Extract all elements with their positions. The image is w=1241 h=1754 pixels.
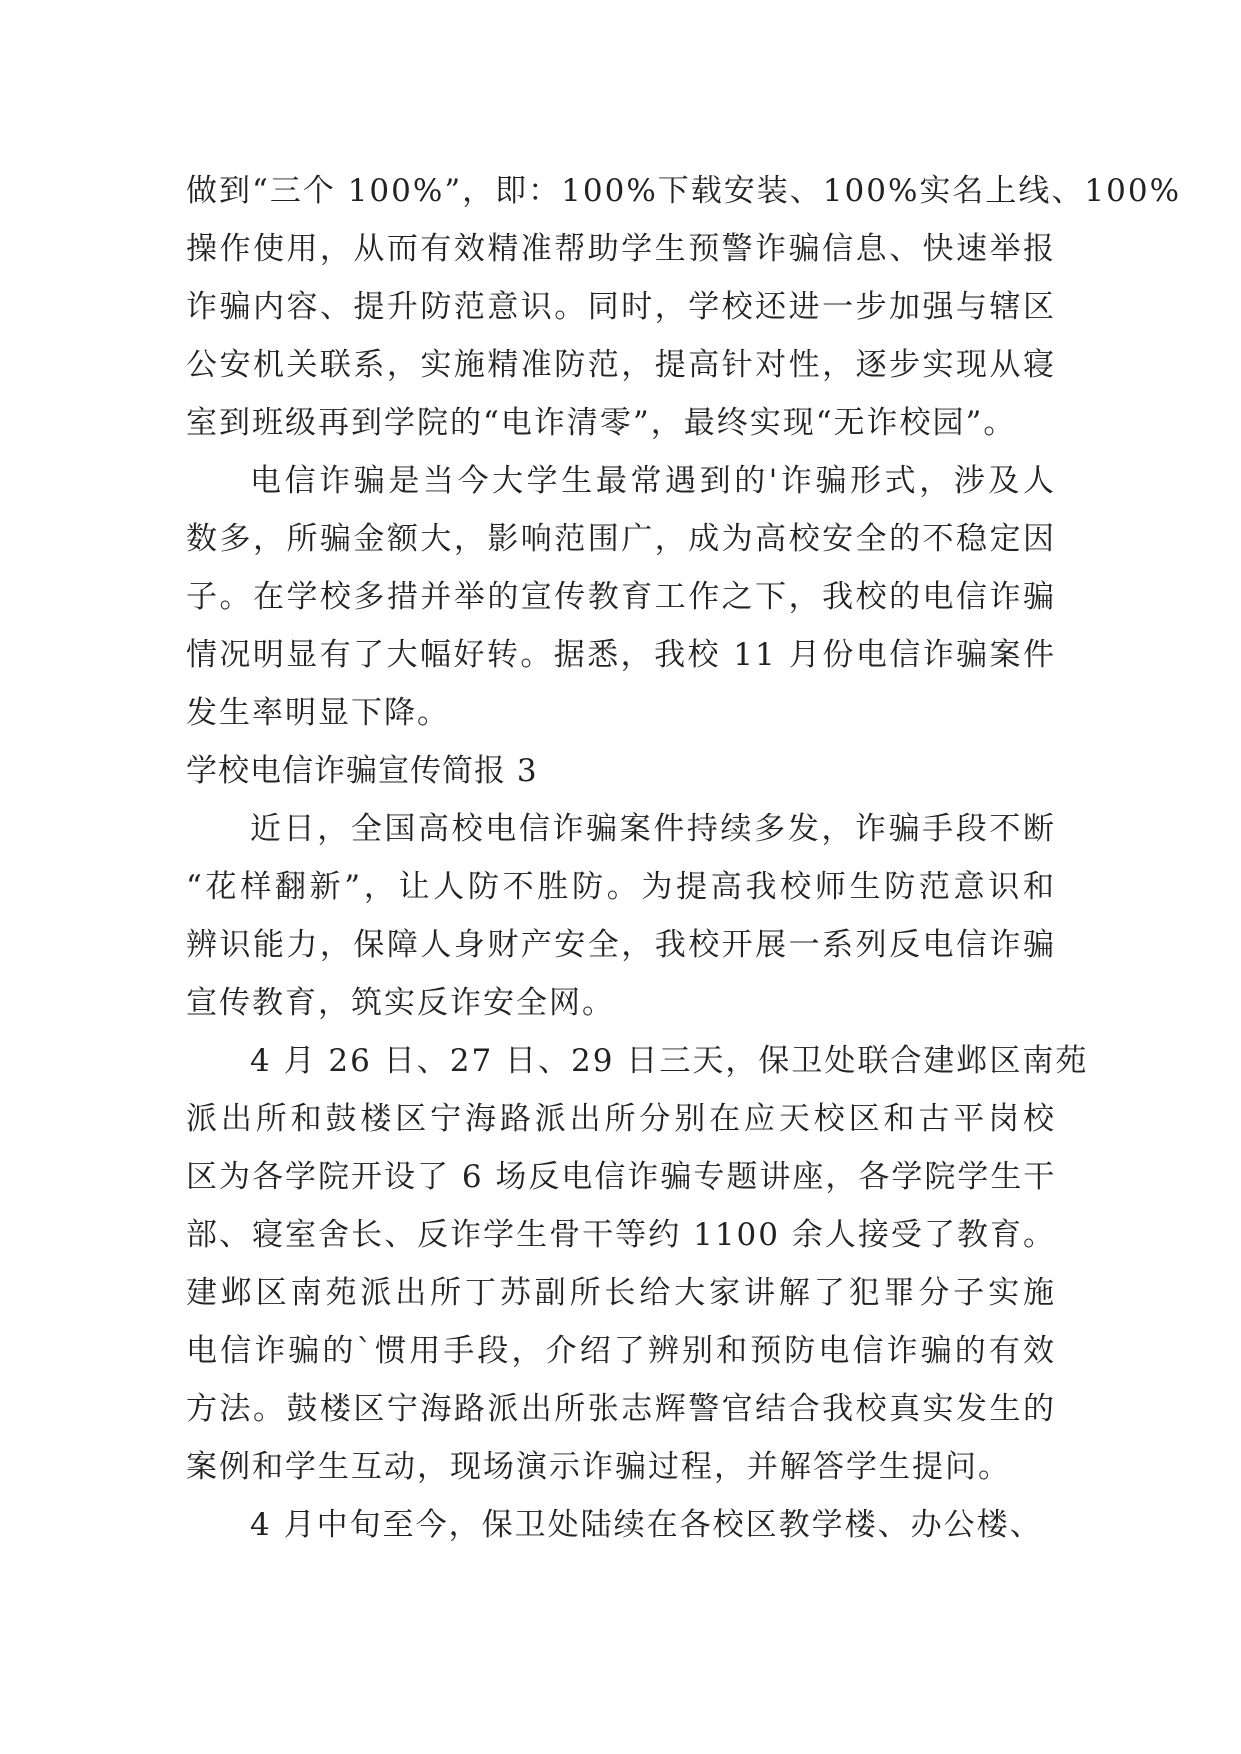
p3-line-3: 辨识能力，保障人身财产安全，我校开展一系列反电信诈骗 xyxy=(186,927,1056,963)
p2-line-3: 子。在学校多措并举的宣传教育工作之下，我校的电信诈骗 xyxy=(186,579,1056,615)
p2-line-4: 情况明显有了大幅好转。据悉，我校 11 月份电信诈骗案件 xyxy=(186,637,1056,673)
section-heading: 学校电信诈骗宣传简报 3 xyxy=(186,753,538,789)
p4-line-4: 部、寝室舍长、反诈学生骨干等约 1100 余人接受了教育。 xyxy=(186,1217,1056,1253)
p4-line-5: 建邺区南苑派出所丁苏副所长给大家讲解了犯罪分子实施 xyxy=(186,1275,1056,1311)
p3-line-2: “花样翻新”，让人防不胜防。为提高我校师生防范意识和 xyxy=(186,869,1056,905)
p1-line-4: 公安机关联系，实施精准防范，提高针对性，逐步实现从寝 xyxy=(186,347,1056,383)
p4-line-3: 区为各学院开设了 6 场反电信诈骗专题讲座，各学院学生干 xyxy=(186,1159,1057,1195)
p1-line-3: 诈骗内容、提升防范意识。同时，学校还进一步加强与辖区 xyxy=(186,289,1056,325)
p4-line-6: 电信诈骗的`惯用手段，介绍了辨别和预防电信诈骗的有效 xyxy=(186,1333,1056,1369)
p4-line-1: 4 月 26 日、27 日、29 日三天，保卫处联合建邺区南苑 xyxy=(250,1043,1089,1079)
p2-line-5: 发生率明显下降。 xyxy=(186,695,450,731)
p5-line-1: 4 月中旬至今，保卫处陆续在各校区教学楼、办公楼、 xyxy=(250,1507,1043,1543)
p1-line-1: 做到“三个 100%”，即：100%下载安装、100%实名上线、100% xyxy=(186,173,1182,209)
p4-line-2: 派出所和鼓楼区宁海路派出所分别在应天校区和古平岗校 xyxy=(186,1101,1056,1137)
p3-line-1: 近日，全国高校电信诈骗案件持续多发，诈骗手段不断 xyxy=(250,811,1056,847)
p2-line-2: 数多，所骗金额大，影响范围广，成为高校安全的不稳定因 xyxy=(186,521,1056,557)
p1-line-2: 操作使用，从而有效精准帮助学生预警诈骗信息、快速举报 xyxy=(186,231,1056,267)
p4-line-8: 案例和学生互动，现场演示诈骗过程，并解答学生提问。 xyxy=(186,1449,1011,1485)
p2-line-1: 电信诈骗是当今大学生最常遇到的'诈骗形式，涉及人 xyxy=(250,463,1056,499)
p3-line-4: 宣传教育，筑实反诈安全网。 xyxy=(186,985,615,1021)
document-body xyxy=(186,162,1182,1554)
p1-line-5: 室到班级再到学院的“电诈清零”，最终实现“无诈校园”。 xyxy=(186,405,1017,441)
p4-line-7: 方法。鼓楼区宁海路派出所张志辉警官结合我校真实发生的 xyxy=(186,1391,1056,1427)
